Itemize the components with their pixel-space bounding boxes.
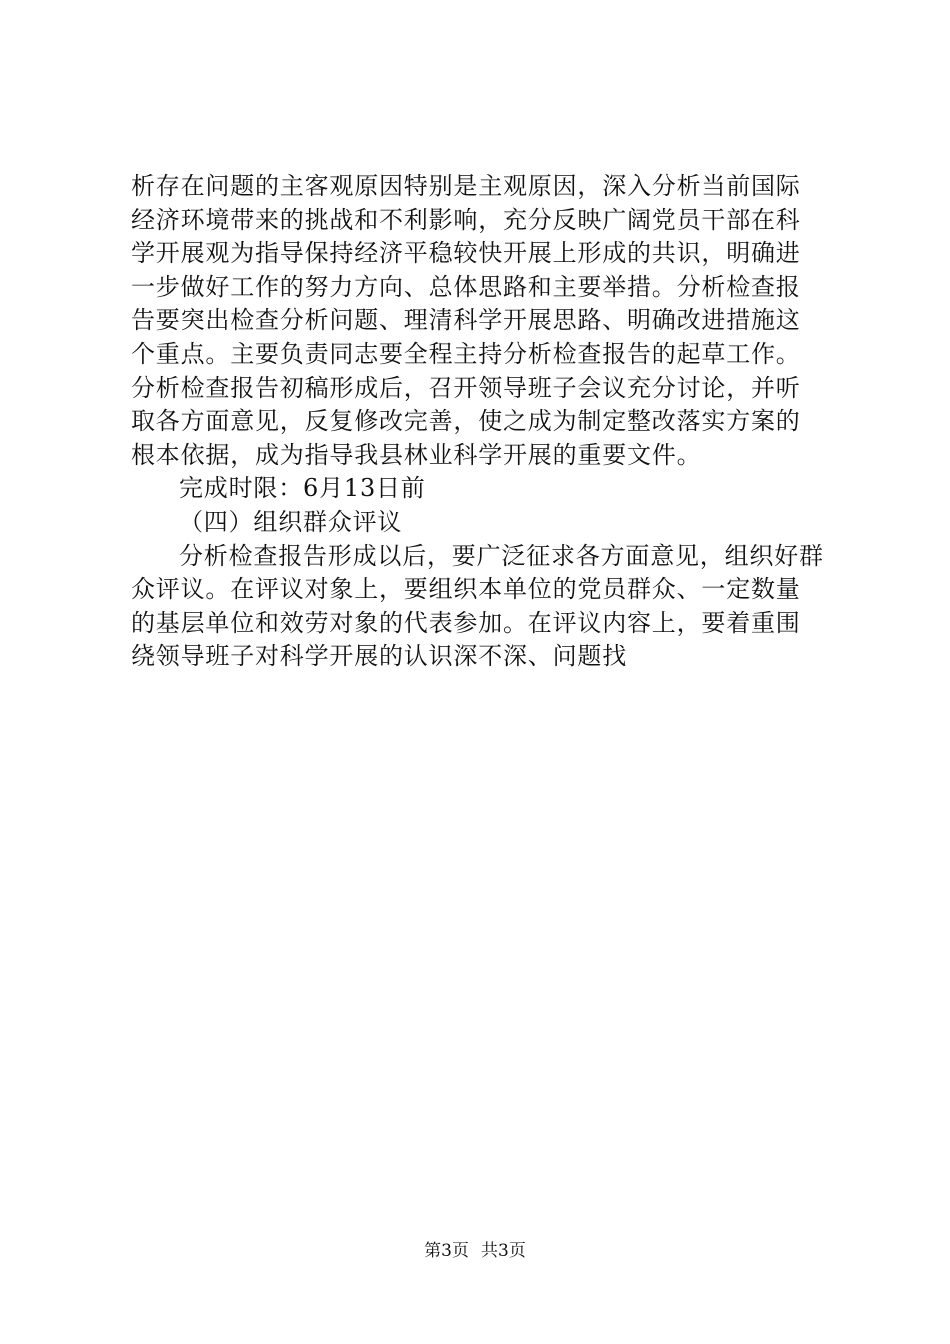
paragraph-1-line: 告要突出检查分析问题、理清科学开展思路、明确改进措施这 — [131, 306, 801, 335]
paragraph-1-line: 析存在问题的主客观原因特别是主观原因，深入分析当前国际 — [131, 172, 801, 200]
paragraph-1-line: 经济环境带来的挑战和不利影响，充分反映广阔党员干部在科 — [131, 205, 801, 234]
paragraph-1-line: 分析检查报告初稿形成后，召开领导班子会议充分讨论，并听 — [131, 373, 801, 402]
paragraph-2-line: 众评议。在评议对象上，要组织本单位的党员群众、一定数量 — [131, 575, 801, 604]
paragraph-1-line: 个重点。主要负责同志要全程主持分析检查报告的起草工作。 — [131, 339, 801, 368]
section-heading: （四）组织群众评议 — [179, 507, 403, 536]
deadline-line: 完成时限：6月13日前 — [179, 474, 426, 503]
paragraph-1-line: 根本依据，成为指导我县林业科学开展的重要文件。 — [131, 440, 702, 469]
paragraph-2-line: 分析检查报告形成以后，要广泛征求各方面意见，组织好群 — [179, 541, 824, 570]
page-footer — [0, 1240, 950, 1262]
page-number-current: 第3页 — [424, 1241, 469, 1261]
paragraph-1-line: 一步做好工作的努力方向、总体思路和主要举措。分析检查报 — [131, 272, 801, 301]
paragraph-1-line: 学开展观为指导保持经济平稳较快开展上形成的共识，明确进 — [131, 239, 801, 268]
paragraph-2-line: 绕领导班子对科学开展的认识深不深、问题找 — [131, 642, 627, 671]
paragraph-2-line: 的基层单位和效劳对象的代表参加。在评议内容上，要着重围 — [131, 608, 801, 637]
page-number-total: 共3页 — [481, 1241, 526, 1261]
document-body — [131, 170, 831, 674]
paragraph-1-line: 取各方面意见，反复修改完善，使之成为制定整改落实方案的 — [131, 407, 801, 436]
